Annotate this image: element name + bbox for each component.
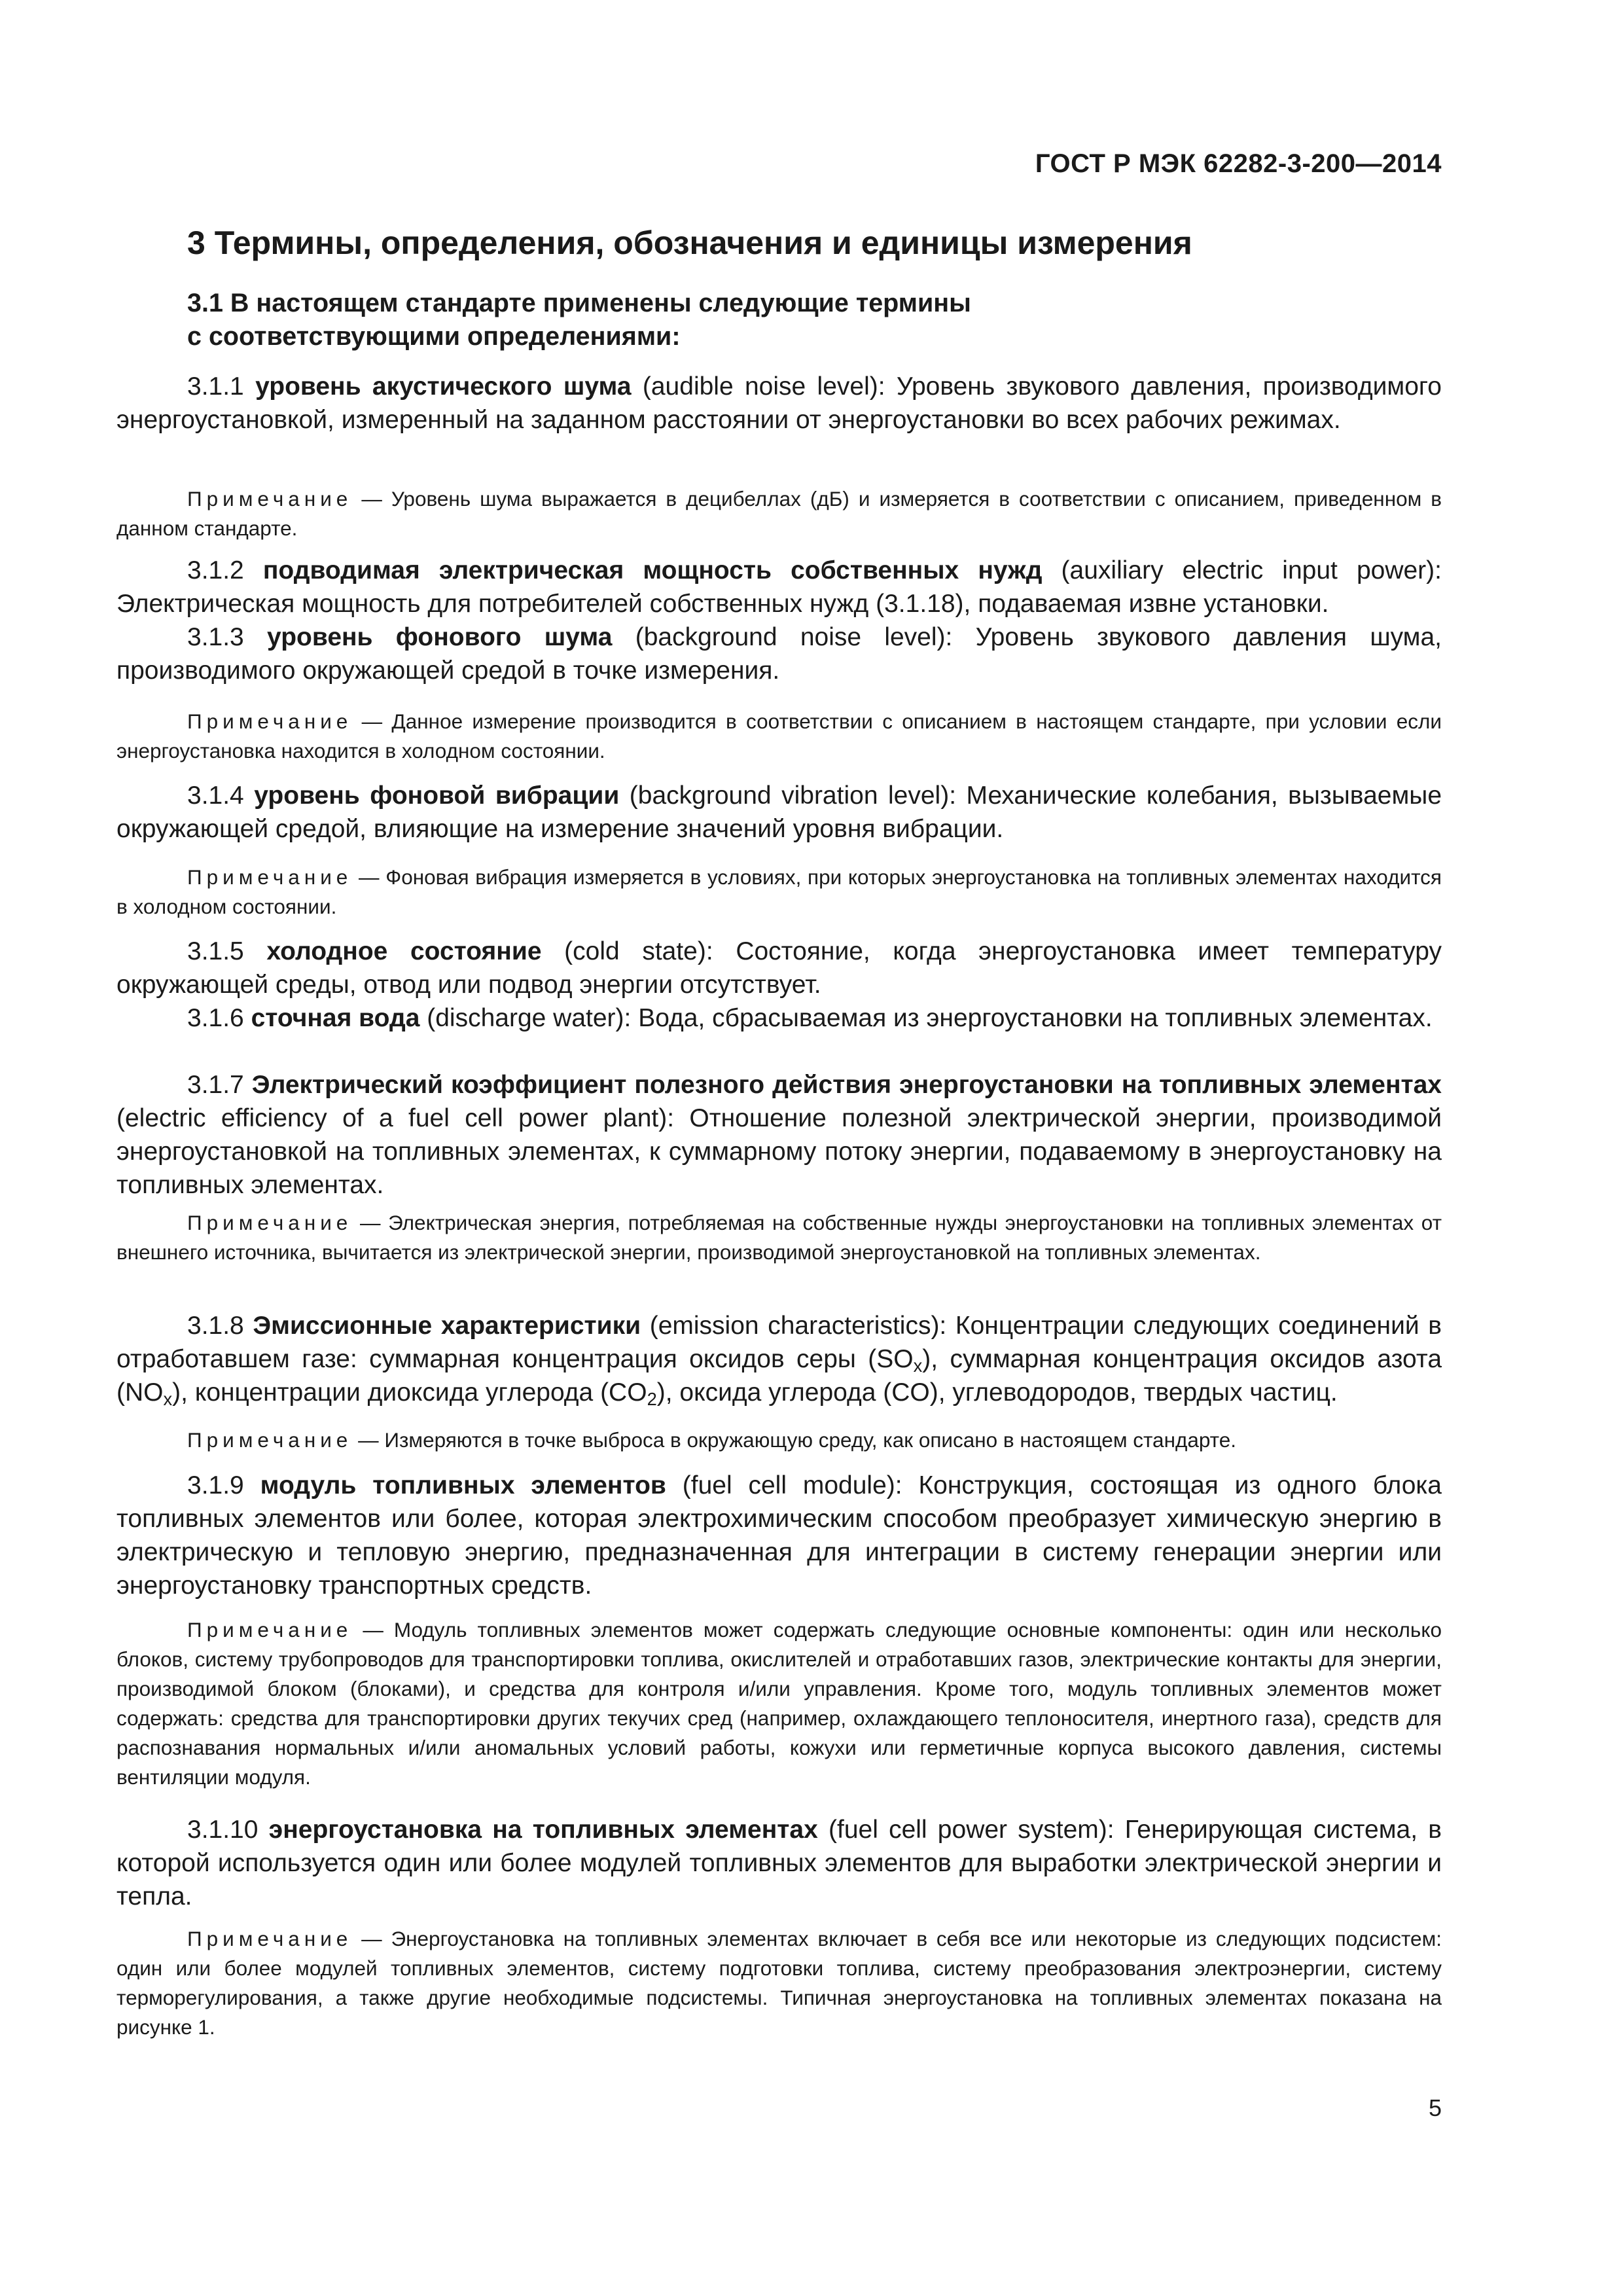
definition-3-1-6 <box>116 1001 1442 1035</box>
note-text: — Электрическая энергия, потребляемая на собственные нужды энергоустановки на топливных элементах от внешнего источника, вычитается из электрической энергии, производимой энергоустановкой на топливных элементах. <box>116 1211 1442 1264</box>
note-text: — Уровень шума выражается в децибеллах (дБ) и измеряется в соответствии с описанием, приведенном в данном стандарте. <box>116 487 1442 540</box>
section-title: 3 Термины, определения, обозначения и единицы измерения <box>187 224 1192 261</box>
definition-text-part1: (emission characteristics): Концентрации следующих соединений в отработавшем газе: суммарная концентрация оксидов серы (SO <box>116 1312 1442 1373</box>
definition-term: модуль топливных элементов <box>260 1471 666 1499</box>
note-text: — Модуль топливных элементов может содержать следующие основные компоненты: один или несколько блоков, систему трубопроводов для транспортировки топлива, окислителей и отработавших газов, электрические контакты для энергии, производимой блоком (блоками), и средства для контроля и/или управления. Кроме того, модуль топливных элементов может содержать: средства для транспортировки других текучих сред (например, охлаждающего теплоносителя, инертного газа), средств для распознавания нормальных и/или аномальных условий работы, кожухи или герметичные корпуса высокого давления, системы вентиляции модуля. <box>116 1618 1442 1789</box>
definition-number: 3.1.8 <box>187 1312 253 1340</box>
definition-text: (discharge water): Вода, сбрасываемая из энергоустановки на топливных элементах. <box>419 1004 1433 1032</box>
definition-number: 3.1.1 <box>187 372 256 401</box>
definition-3-1-7 <box>116 1068 1442 1202</box>
note-3-1-10 <box>116 1924 1442 2042</box>
subscript-x: x <box>913 1355 923 1376</box>
definition-3-1-10 <box>116 1813 1442 1913</box>
note-label: Примечание <box>187 1618 353 1641</box>
definition-text: (fuel cell power system): Генерирующая система, в которой используется один или более модулей топливных элементов для выработки электрической энергии и тепла. <box>116 1816 1442 1910</box>
definition-3-1-5 <box>116 935 1442 1001</box>
document-code-header: ГОСТ Р МЭК 62282-3-200—2014 <box>1035 149 1442 178</box>
definition-text: (fuel cell module): Конструкция, состоящая из одного блока топливных элементов или более, которая электрохимическим способом преобразует химическую энергию в электрическую и тепловую энергию, предназначенная для интеграции в систему генерации энергии или энергоустановку транспортных средств. <box>116 1471 1442 1600</box>
definition-text-part4: ), оксида углерода (CO), углеводородов, твердых частиц. <box>656 1378 1338 1407</box>
definition-3-1-8 <box>116 1309 1442 1409</box>
definition-number: 3.1.4 <box>187 781 255 810</box>
definition-number: 3.1.5 <box>187 937 267 965</box>
definition-text: (auxiliary electric input power): Электрическая мощность для потребителей собственных нужд (3.1.18), подаваемая извне установки. <box>116 556 1442 618</box>
note-text: — Измеряются в точке выброса в окружающую среду, как описано в настоящем стандарте. <box>352 1428 1237 1452</box>
definition-term: сточная вода <box>251 1004 420 1032</box>
definition-3-1-1 <box>116 370 1442 437</box>
definition-term: уровень фонового шума <box>267 623 613 651</box>
note-label: Примечание <box>187 709 353 733</box>
definition-number: 3.1.9 <box>187 1471 260 1499</box>
note-3-1-7 <box>116 1208 1442 1267</box>
note-label: Примечание <box>187 1927 353 1950</box>
definition-text: (audible noise level): Уровень звукового давления, производимого энергоустановкой, измеренный на заданном расстоянии от энергоустановки во всех рабочих режимах. <box>116 372 1442 434</box>
note-label: Примечание <box>187 1428 353 1452</box>
definition-3-1-3 <box>116 620 1442 687</box>
note-text: — Энергоустановка на топливных элементах включает в себя все или некоторые из следующих подсистем: один или более модулей топливных элементов, систему подготовки топлива, систему преобразования электроэнергии, систему терморегулирования, а также другие необходимые подсистемы. Типичная энергоустановка на топливных элементах показана на рисунке 1. <box>116 1927 1442 2039</box>
definition-term: уровень акустического шума <box>255 372 632 401</box>
note-3-1-9 <box>116 1615 1442 1792</box>
note-text: — Фоновая вибрация измеряется в условиях, при которых энергоустановка на топливных элементах находится в холодном состоянии. <box>116 865 1442 918</box>
note-label: Примечание <box>187 865 353 889</box>
definition-number: 3.1.7 <box>187 1071 252 1099</box>
subscript-x: x <box>163 1388 173 1409</box>
definition-term: Электрический коэффициент полезного действия энергоустановки на топливных элементах <box>251 1071 1442 1099</box>
note-3-1-4 <box>116 863 1442 922</box>
definition-number: 3.1.10 <box>187 1816 269 1844</box>
note-3-1-3 <box>116 707 1442 766</box>
subsection-heading-line2: с соответствующими определениями: <box>187 322 681 351</box>
subsection-heading <box>187 287 971 353</box>
subsection-heading-line1: 3.1 В настоящем стандарте применены следующие термины <box>187 289 971 317</box>
definition-term: уровень фоновой вибрации <box>254 781 620 810</box>
definition-number: 3.1.6 <box>187 1004 251 1032</box>
note-3-1-1 <box>116 484 1442 543</box>
definition-term: подводимая электрическая мощность собственных нужд <box>262 556 1043 584</box>
definition-term: холодное состояние <box>266 937 542 965</box>
definition-3-1-4 <box>116 779 1442 846</box>
definition-number: 3.1.2 <box>187 556 263 584</box>
definition-text-part2: ), суммарная концентрация оксидов азота (NO <box>116 1345 1442 1407</box>
note-label: Примечание <box>187 487 353 511</box>
definition-text: (cold state): Состояние, когда энергоустановка имеет температуру окружающей среды, отвод или подвод энергии отсутствует. <box>116 937 1442 999</box>
definition-term: Эмиссионные характеристики <box>253 1312 641 1340</box>
definition-text: (background noise level): Уровень звукового давления шума, производимого окружающей средой в точке измерения. <box>116 623 1442 685</box>
note-text: — Данное измерение производится в соответствии с описанием в настоящем стандарте, при условии если энергоустановка находится в холодном состоянии. <box>116 709 1442 762</box>
page-number: 5 <box>1428 2094 1442 2121</box>
definition-text: (background vibration level): Механические колебания, вызываемые окружающей средой, влияющие на измерение значений уровня вибрации. <box>116 781 1442 843</box>
definition-3-1-2 <box>116 554 1442 620</box>
note-label: Примечание <box>187 1211 353 1234</box>
definition-number: 3.1.3 <box>187 623 268 651</box>
subscript-2: 2 <box>647 1388 657 1409</box>
definition-term: энергоустановка на топливных элементах <box>268 1816 818 1844</box>
definition-3-1-9 <box>116 1469 1442 1602</box>
note-3-1-8 <box>116 1426 1442 1455</box>
definition-text-part3: ), концентрации диоксида углерода (CO <box>172 1378 647 1407</box>
definition-text: (electric efficiency of a fuel cell power plant): Отношение полезной электрической энергии, производимой энергоустановкой на топливных элементах, к суммарному потоку энергии, подаваемому в энергоустановку на топливных элементах. <box>116 1104 1442 1199</box>
